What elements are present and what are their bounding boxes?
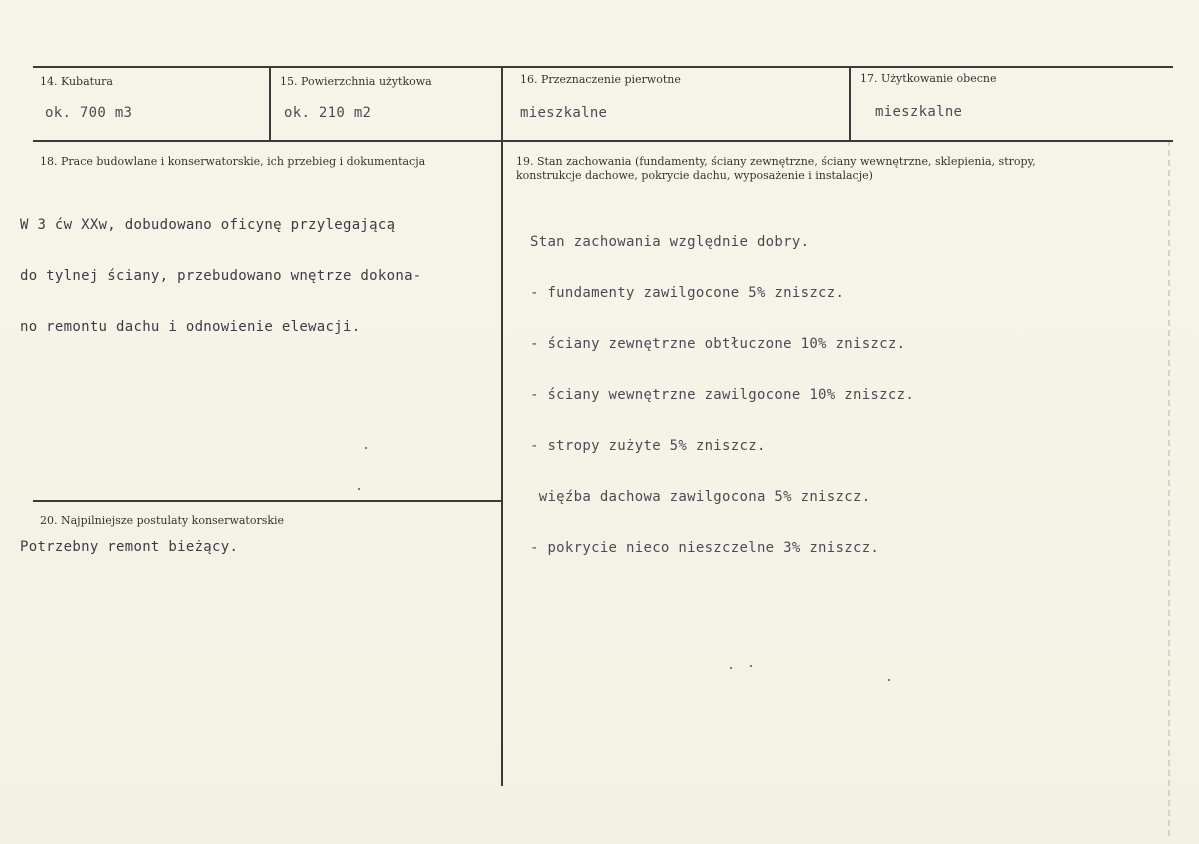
col-divider-3 <box>849 66 851 142</box>
field-label-prace: 18. Prace budowlane i konserwatorskie, ich przebieg i dokumentacja <box>40 155 426 168</box>
col-divider-2 <box>501 66 503 786</box>
field-value-uzytkowanie: mieszkalne <box>875 104 963 120</box>
row-divider <box>33 140 1173 142</box>
field-label-stan-1: 19. Stan zachowania (fundamenty, ściany zewnętrzne, ściany wewnętrzne, sklepienia, stropy, <box>516 155 1036 168</box>
field-label-postulaty: 20. Najpilniejsze postulaty konserwatorskie <box>40 514 285 527</box>
field-label-kubatura: 14. Kubatura <box>40 75 113 88</box>
stan-line-6: więźba dachowa zawilgocona 5% zniszcz. <box>530 489 871 505</box>
stan-line-1: Stan zachowania względnie dobry. <box>530 234 810 250</box>
field-label-uzytkowanie: 17. Użytkowanie obecne <box>860 72 997 85</box>
scan-speck <box>888 679 890 681</box>
col-divider-1 <box>269 66 271 142</box>
stan-line-4: - ściany wewnętrzne zawilgocone 10% zniszcz. <box>530 387 915 403</box>
scan-speck <box>365 447 367 449</box>
stan-line-3: - ściany zewnętrzne obtłuczone 10% zniszcz. <box>530 336 906 352</box>
stan-line-5: - stropy zużyte 5% zniszcz. <box>530 438 766 454</box>
stan-line-7: - pokrycie nieco nieszczelne 3% zniszcz. <box>530 540 880 556</box>
field-value-postulaty: Potrzebny remont bieżący. <box>20 539 239 555</box>
field-label-stan-2: konstrukcje dachowe, pokrycie dachu, wyposażenie i instalacje) <box>516 169 873 182</box>
scan-speck <box>358 488 360 490</box>
field-label-powierzchnia: 15. Powierzchnia użytkowa <box>280 75 432 88</box>
prace-line-1: W 3 ćw XXw, dobudowano oficynę przylegającą <box>20 217 396 233</box>
field-value-powierzchnia: ok. 210 m2 <box>284 105 372 121</box>
field-value-prace <box>20 183 422 370</box>
paper-edge <box>1168 140 1170 840</box>
field-label-przeznaczenie: 16. Przeznaczenie pierwotne <box>520 73 681 86</box>
section-divider <box>33 500 501 502</box>
prace-line-2: do tylnej ściany, przebudowano wnętrze dokona- <box>20 268 422 284</box>
field-value-przeznaczenie: mieszkalne <box>520 105 608 121</box>
prace-line-3: no remontu dachu i odnowienie elewacji. <box>20 319 361 335</box>
field-value-kubatura: ok. 700 m3 <box>45 105 133 121</box>
stan-line-2: - fundamenty zawilgocone 5% zniszcz. <box>530 285 845 301</box>
top-rule <box>33 66 1173 68</box>
field-value-stan <box>530 200 914 591</box>
scan-speck <box>750 665 752 667</box>
scan-speck <box>730 667 732 669</box>
